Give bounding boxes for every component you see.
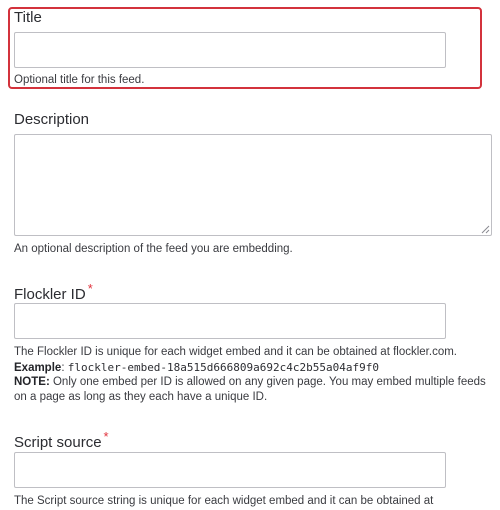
- script-source-label-text: Script source: [14, 434, 102, 451]
- example-separator: :: [61, 362, 65, 374]
- resize-handle-icon[interactable]: [481, 225, 490, 234]
- title-label: Title: [14, 9, 42, 26]
- flockler-id-input[interactable]: [14, 303, 446, 339]
- description-help-text: An optional description of the feed you are embedding.: [14, 243, 293, 255]
- script-source-help-text: The Script source string is unique for each widget embed and it can be obtained at: [14, 495, 434, 507]
- flockler-id-label-text: Flockler ID: [14, 286, 86, 303]
- script-source-input[interactable]: [14, 452, 446, 488]
- required-mark: *: [87, 281, 93, 296]
- title-help-text: Optional title for this feed.: [14, 74, 145, 86]
- note-text: Only one embed per ID is allowed on any given page. You may embed multiple feeds: [52, 376, 486, 388]
- required-mark: *: [103, 429, 109, 444]
- note-label: NOTE:: [14, 376, 50, 388]
- script-source-label: [14, 428, 109, 452]
- title-input[interactable]: [14, 32, 446, 68]
- flockler-id-label: [14, 280, 93, 304]
- description-textarea[interactable]: [14, 134, 492, 236]
- description-label: Description: [14, 111, 90, 128]
- flockler-id-help-line1: The Flockler ID is unique for each widget embed and it can be obtained at flockler.com.: [14, 346, 457, 358]
- example-value: flockler-embed-18a515d666809a692c4c2b55a04af9f0: [67, 361, 379, 374]
- example-label: Example: [14, 362, 62, 374]
- flockler-id-note-line2: on a page as long as they each have a unique ID.: [14, 391, 268, 403]
